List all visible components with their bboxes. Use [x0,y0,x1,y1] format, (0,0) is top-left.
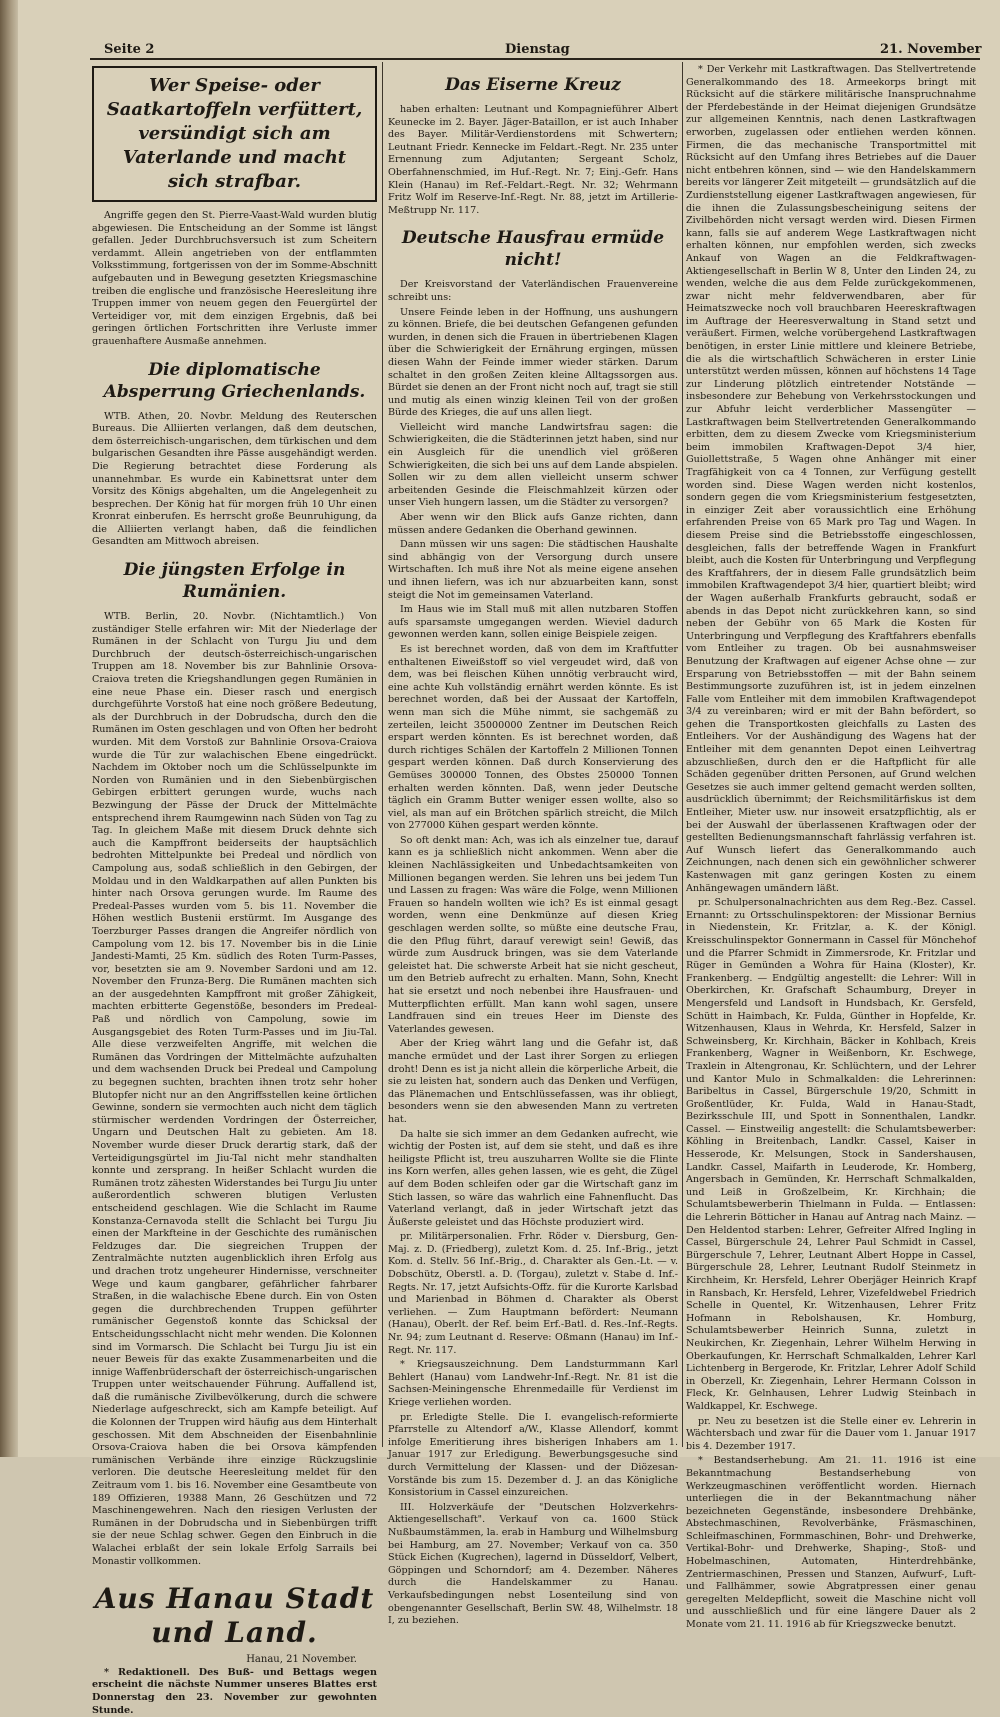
hausfrau-paragraph: Unsere Feinde leben in der Hoffnung, uns aushungern zu können. Briefe, die bei deutschen Gefangenen gefunden wurden, in denen sich die Frauen in übertriebenen Klagen über die Schwierigkeit der Ernährung ergingen, müssen diesen Wahn der Feinde immer wieder stärken. Darum schaltet in den großen Zeiten kleine Alltagssorgen aus. Bürdet sie denen an der Front nicht noch auf, tragt sie still und mutig als einen winzig kleinen Teil von der großen Bürde des Krieges, die auf uns allen liegt. [388,306,678,419]
headline-greece: Die diplomatische Absperrung Griechenlands. [103,359,366,402]
romania-article: WTB. Berlin, 20. Novbr. (Nichtamtlich.) Von zuständiger Stelle erfahren wir: Mit der Niederlage der Rumänen in der Schlacht von Turgu Jiu und dem Durchbruch der deutsch-österreichisch-ungarischen Truppen am 18. November bis zur Bahnlinie Orsova-Craiova treten die Kriegshandlungen gegen Rumänien in eine neue Phase ein. Dieser rasch und energisch durchgeführte Vorstoß hat eine noch größere Bedeutung, als der Durchbruch in der Dobrudscha, durch den die Rumänen im Osten geschlagen und von Often her bedroht wurden. Mit dem Vorstoß zur Bahnlinie Orsova-Craiova wurde die Tür zur walachischen Ebene eingedrückt. Nachdem im Oktober noch um die Schlüsselpunkte im Norden von Rumänien und in den Siebenbürgischen Gebirgen erbittert gerungen wurde, wuchs nach Bezwingung der Pässe der Druck der Mittelmächte entsprechend ihrem Raumgewinn nach Süden von Tag zu Tag. In gleichem Maße mit diesem Druck dehnte sich auch die Kampffront beiderseits der hauptsächlich bedrohten Mittelpunkte bei Predeal und nördlich von Campolung aus, sodaß schließlich in den Gebirgen, der Moldau und in den Waldkarpathen auf allen Punkten bis hinter nach Orsova gerungen wurde. Im Raume des Predeal-Passes wurden vom 5. bis 11. November die Höhen westlich Bustenii erstürmt. Im Ausgange des Toerzburger Passes drangen die Angreifer nördlich von Campolung vom 12. bis 17. November bis in die Linie Jandesti-Mamti, 25 Km. südlich des Roten Turm-Passes, vor, besetzten sie am 9. November Sardoni und am 12. November den Frunza-Berg. Die Rumänen machten sich an der ausgedehnten Kampffront mit großer Zähigkeit, machten erbitterte Gegenstöße, besonders im Predeal-Paß und nördlich von Campolung, sowie im Ausgangsgebiet des Roten Turm-Passes und im Jiu-Tal. Alle diese verzweifelten Angriffe, mit welchen die Rumänen das Vordringen der Mittelmächte aufzuhalten und dem wachsenden Druck bei Predeal und Campolung zu begegnen suchten, brachten ihnen trotz sehr hoher Blutopfer nicht nur an den Angriffsstellen keine örtlichen Gewinne, sondern sie vermochten auch nicht dem täglich stürmischer werdenden Vordringen der Österreicher, Ungarn und Deutschen Halt zu gebieten. Am 18. November wurde dieser Druck derartig stark, daß der Verteidigungsgürtel im Jiu-Tal nicht mehr standhalten konnte und zersprang. In heißer Schlacht wurden die Rumänen trotz zähesten Widerstandes bei Turgu Jiu unter außerordentlich schweren blutigen Verlusten entscheidend geschlagen. Wie die Schlacht im Raume Konstanza-Cernavoda stellt die Schlacht bei Turgu Jiu einen der Markfteine in der Geschichte des rumänischen Feldzuges dar. Die siegreichen Truppen der Zentralmächte nutzten augenblicklich ihren Erfolg aus und drachen trotz ungeheurer Hindernisse, verschneiter Wege und kaum gangbarer, gefährlicher fahrbarer Straßen, in die walachische Ebene durch. Ein von Osten gegen die durchbrechenden Truppen geführter rumänischer Gegenstoß konnte das Schicksal der Entscheidungsschlacht nicht mehr wenden. Die Kolonnen sind im Vormarsch. Die Schlacht bei Turgu Jiu ist ein neuer Beweis für das exakte Zusammenarbeiten und die innige Waffenbrüderschaft der österreichisch-ungarischen Truppen unter weitschauender Führung. Auffallend ist, daß die rumänische Zivilbevölkerung, durch die schwere Niederlage aufgeschreckt, sich am Kampfe beteiligt. Auf die Kolonnen der Truppen wird häufig aus dem Hinterhalt geschossen. Mit dem Abschneiden der Eisenbahnlinie Orsova-Craiova haben die bei Orsova kämpfenden rumänischen Verbände ihre einzige Rückzugslinie verloren. Die deutsche Heeresleitung meldet für den Zeitraum vom 1. bis 16. November eine Gesamtbeute von 189 Offizieren, 19388 Mann, 26 Geschützen und 72 Maschinengewehren. Nach den riesigen Verlusten der Rumänen in der Dobrudscha und in Siebenbürgen trifft sie der neue Schlag schwer. Gegen den Einbruch in die Walachei erblaßt der sein lokale Erfolg Sarrails bei Monastir vollkommen. [92,611,377,1567]
hausfrau-paragraph: So oft denkt man: Ach, was ich als einzelner tue, darauf kann es ja schließlich nicht ankommen. Wenn aber die kleinen Nachlässigkeiten und Unbedachtsamkeiten von Millionen begangen werden. Sie lehren uns bei jedem Tun und Lassen zu fragen: Was wäre die Folge, wenn Millionen Frauen so handeln wollten wie ich? Es ist einmal gesagt worden, wenn eine Denkmünze auf diesen Krieg geschlagen werden sollte, so müßte eine deutsche Frau, die den Pflug führt, darauf verewigt sein! Gewiß, das würde zum Ausdruck bringen, was sie dem Vaterlande geleistet hat. Die schwerste Arbeit hat sie nicht gescheut, um den Betrieb aufrecht zu erhalten. Mann, Sohn, Knecht hat sie ersetzt und noch nebenbei ihre Hausfrauen- und Mutterpflichten erfüllt. Man kann wohl sagen, unsere Landfrauen sind ein treues Heer im Dienste des Vaterlandes gewesen. [388,834,678,1035]
editorial-note: * Redaktionell. Des Buß- und Bettags wegen erscheint die nächste Nummer unseres Blattes erst Donnerstag den 23. November zur gewohnten Stunde. [92,1666,377,1716]
page-number: Seite 2 [104,42,155,57]
teacher-vacancy: pr. Neu zu besetzen ist die Stelle einer ev. Lehrerin in Wächtersbach und zwar für die Dauer vom 1. Januar 1917 bis 4. Dezember 1917. [686,1415,976,1452]
headline-iron-cross: Das Eiserne Kreuz [445,75,621,95]
hausfrau-paragraph: Im Haus wie im Stall muß mit allen nutzbaren Stoffen aufs sparsamste umgegangen werden. Wieviel dadurch gewonnen werden kann, sollen einige Beispiele zeigen. [388,604,678,641]
somme-report: Angriffe gegen den St. Pierre-Vaast-Wald wurden blutig abgewiesen. Die Entscheidung an der Somme ist längst gefallen. Jeder Durchbruchsversuch ist zum Scheitern verdammt. Allein angetrieben von der entflammten Volksstimmung, fortgerissen von der im Somme-Abschnitt aufgebauten und in Bewegung gesetzten Kriegsmaschine treiben die englische und französische Heeresleitung ihre Truppen immer von neuem gegen den Feuergürtel der Verteidiger vor, mit dem einzigen Ergebnis, daß bei geringen örtlichen Fortschritten ihre Verluste immer grauenhaftere Ausmaße annehmen. [92,210,377,347]
section-hanau: Aus Hanau Stadt und Land. [94,1582,375,1650]
column-2 [388,64,678,1627]
column-3 [686,64,976,1631]
hausfrau-paragraph: Es ist berechnet worden, daß von dem im Kraftfutter enthaltenen Eiweißstoff so viel vergeudet wird, daß von dem, was bei fleischen Kühen unnötig verbraucht wird, eine achte Kuh vollständig ernährt werden könnte. Es ist berechnet worden, daß bei der Aussaat der Kartoffeln, wenn man sich die Mühe nimmt, sie sachgemäß zu zerteilen, leicht 35000000 Zentner im Deutschen Reich erspart werden könnten. Es ist berechnet worden, daß durch richtiges Schälen der Kartoffeln 2 Millionen Tonnen gespart werden können. Daß durch Konservierung des Gemüses 300000 Tonnen, des Obstes 250000 Tonnen erhalten werden könnten. Daß, wenn jeder Deutsche täglich ein Gramm Butter weniger essen wollte, also so viel, als man auf ein Brötchen spärlich streicht, die Milch von 277000 Kühen gespart werden könnte. [388,643,678,832]
column-divider [382,62,383,1447]
hausfrau-paragraph: Vielleicht wird manche Landwirtsfrau sagen: die Schwierigkeiten, die die Städterinnen jetzt haben, sind nur ein Ausgleich für die unendlich viel größeren Schwierigkeiten, die sich bei uns auf dem Lande abspielen. Sollen wir zu dem allen vielleicht unserm schwer arbeitenden Gesinde die Fleischmahlzeit kürzen oder unser Vieh hungern lassen, um die Städter zu versorgen? [388,421,678,509]
hanau-dateline: Hanau, 21 November. [246,1654,357,1666]
war-decoration: * Kriegsauszeichnung. Dem Landsturmmann Karl Behlert (Hanau) vom Landwehr-Inf.-Regt. Nr. 81 ist die Sachsen-Meiningensche Ehrenmedaille für Verdienst im Kriege verliehen worden. [388,1359,678,1408]
column-divider [682,62,683,1447]
weekday: Dienstag [505,42,570,57]
headline-hausfrau: Deutsche Hausfrau ermüde nicht! [401,228,665,271]
vacant-position: pr. Erledigte Stelle. Die I. evangelisch-reformierte Pfarrstelle zu Altendorf a/W., Klasse Allendorf, kommt infolge Emeritierung ihres bisherigen Inhabers am 1. Januar 1917 zur Erledigung. Bewerbungsgesuche sind durch Vermittelung der Klassen- und der Diözesan-Vorstände bis zum 15. Dezember d. J. an das Königliche Konsistorium in Cassel einzureichen. [388,1411,678,1499]
hausfrau-paragraph: Aber der Krieg währt lang und die Gefahr ist, daß manche ermüdet und der Last ihrer Sorgen zu erliegen droht! Denn es ist ja nicht allein die körperliche Arbeit, die sie zu leisten hat, sondern auch das Denken und Verfügen, das Plänemachen und Entschlüssefassen, was ihr obliegt, besonders wenn sie den abwesenden Mann zu vertreten hat. [388,1038,678,1125]
book-binding [0,0,18,1457]
truck-traffic: * Der Verkehr mit Lastkraftwagen. Das Stellvertretende Generalkommando des 18. Armeekorps bringt mit Rücksicht auf die stärkere militärische Inanspruchnahme der Pferdebestände in der Heimat diejenigen Grundsätze zur allgemeinen Kenntnis, nach denen Lastkraftwagen erworben, zugelassen oder entliehen werden können. Firmen, die das mechanische Transportmittel mit Rücksicht auf den Umfang ihres Betriebes auf die Dauer nicht entbehren können, sind — wie den Handelskammern bereits vor längerer Zeit mitgeteilt — grundsätzlich auf die Zurdienststellung eigener Lastkraftwagen angewiesen, für die ihnen die Zulassungsbescheinigung seitens der Zivilbehörden nicht versagt werden wird. Diesen Firmen kann, falls sie auf anderem Wege Lastkraftwagen nicht erhalten können, nur empfohlen werden, sich zwecks Ankauf von Wagen an die Feldkraftwagen-Aktiengesellschaft in Berlin W 8, Unter den Linden 24, zu wenden, welche die aus dem Felde zurückgekommenen, zwar nicht mehr feldverwendbaren, aber für Heimatszwecke noch voll brauchbaren Heereskraftwagen im Auftrage der Heeresverwaltung in Stand setzt und veräußert. Firmen, welche vorübergehend Lastkraftwagen benötigen, in erster Linie mittlere und kleinere Betriebe, die als die wirtschaftlich Schwächeren in erster Linie unterstützt werden müssen, können auf höchstens 14 Tage zur Linderung plötzlich eintretender Notstände — insbesondere zur Behebung von Verkehrsstockungen und zur Abfuhr leicht verderblicher Massengüter — Lastkraftwagen beim Stellvertretenden Generalkommando erbitten, dem zu diesem Zwecke vom Kriegsministerium beim immobilen Kraftwagen-Depot 3/4 hier, Guiollettstraße, 5 Wagen ohne Anhänger mit einer Tragfähigkeit von ca 4 Tonnen, zur Verfügung gestellt worden sind. Diese Wagen werden nicht kostenlos, sondern gegen die vom Kriegsministerium festgesetzten, in einziger Zeit aber voraussichtlich eine Erhöhung erfahrenden Preise von 65 Mark pro Tag und Wagen. In diesem Preise sind die Betriebsstoffe eingeschlossen, desgleichen, falls der betreffende Wagen in Frankfurt bleibt, auch die Kosten für Unterbringung und Verpflegung des Kraftfahrers, der in diesem Falle grundsätzlich beim immobilen Kraftwagendepot 3/4 hier, quartiert bleibt; wird der Wagen außerhalb Frankfurts gebraucht, sodaß er abends in das Depot nicht zurückkehren kann, so sind neben der Gebühr von 65 Mark die Kosten für Unterbringung und Verpflegung des Kraftfahrers ebenfalls vom Entleiher zu tragen. Ob bei ausnahmsweiser Benutzung der Kraftwagen auf eigener Achse ohne — zur Ersparung von Betriebsstoffen — mit der Bahn seinem Bestimmungsorte zuzuführen ist, ist in jedem einzelnen Falle vom Entleiher mit dem immobilen Kraftwagendepot 3/4 zu vereinbaren; wird er mit der Bahn befördert, so gehen die Transportkosten gleichfalls zu Lasten des Entleihers. Vor der Aushändigung des Wagens hat der Entleiher mit dem genannten Depot einen Leihvertrag abzuschließen, durch den er die Haftpflicht für alle Schäden gegenüber dritten Personen, auf Grund welchen Gesetzes sie auch immer geltend gemacht werden sollten, ausdrücklich übernimmt; der Reichsmilitärfiskus ist dem Entleiher, Mieter usw. nur insoweit ersatzpflichtig, als er bei der Auswahl der überlassenen Kraftwagen oder der gestellten Bedienungsmannschaft fahrlässig verfahren ist. Auf Wunsch liefert das Generalkommando auch Zeichnungen, nach denen sich ein gewöhnlicher schwerer Kastenwagen mit ganz geringen Kosten zu einem Anhängewagen umändern läßt. [686,64,976,894]
headline-romania: Die jüngsten Erfolge in Rumänien. [123,560,346,603]
iron-cross-list: haben erhalten: Leutnant und Kompagnieführer Albert Keunecke im 2. Bayer. Jäger-Bataillon, er ist auch Inhaber des Bayer. Militär-Verdienstordens mit Schwertern; Leutnant Friedr. Kennecke im Feldart.-Regt. Nr. 235 unter Ernennung zum Adjutanten; Sergeant Scholz, Oberfahnenschmied, im Huf.-Regt. Nr. 7; Einj.-Gefr. Hans Klein (Hanau) im Ref.-Feldart.-Regt. Nr. 32; Wehrmann Fritz Wolf im Reserve-Inf.-Regt. Nr. 88, jetzt im Artillerie-Meßtrupp Nr. 117. [388,104,678,216]
hausfrau-paragraph: Dann müssen wir uns sagen: Die städtischen Haushalte sind abhängig von der Versorgung durch unsere Wirtschaften. Ich muß ihre Not als meine eigene ansehen und ihnen liefern, was ich nur abzuarbeiten kann, sonst steigt die Not im gemeinsamen Vaterland. [388,539,678,601]
greece-article: WTB. Athen, 20. Novbr. Meldung des Reuterschen Bureaus. Die Alliierten verlangen, daß dem deutschen, dem österreichisch-ungarischen, dem türkischen und dem bulgarischen Gesandten ihre Pässe ausgehändigt werden. Die Regierung betrachtet diese Forderung als unannehmbar. Es wurde ein Kabinettsrat unter dem Vorsitz des Königs abgehalten, um die Angelegenheit zu besprechen. Der König hat für morgen früh 10 Uhr einen Kronrat einberufen. Es herrscht große Beunruhigung, da die Alliierten verlangt haben, daß die feindlichen Gesandten am Mittwoch abreisen. [92,410,377,548]
date: 21. November [880,42,982,57]
column-1 [92,64,377,1716]
hausfrau-paragraph: Da halte sie sich immer an dem Gedanken aufrecht, wie wichtig der Posten ist, auf dem sie steht, und daß es ihre heiligste Pflicht ist, treu auszuharren Wollte sie die Flinte ins Korn werfen, alles gehen lassen, wie es geht, die Zügel auf dem Boden schleifen oder gar die Wirtschaft ganz im Stich lassen, so wäre das wahrlich eine Fahnenflucht. Das Vaterland verlangt, daß in jeder Wirtschaft jetzt das Äußerste geleistet und das Höchste produziert wird. [388,1128,678,1228]
timber-sales: III. Holzverkäufe der "Deutschen Holzverkehrs-Aktiengesellschaft". Verkauf von ca. 1600 Stück Nußbaumstämmen, la. erab in Hamburg und Wilhelmsburg bei Hamburg, am 27. November; Verkauf von ca. 350 Stück Eichen (Kugrechen), lagernd in Düsseldorf, Velbert, Göppingen und Schorndorf; am 4. Dezember. Näheres durch die Handelskammer zu Hanau. Verkaufsbedingungen nebst Losenteilung sind von obengenannter Gesellschaft, Berlin SW. 48, Wilhelmstr. 18 I, zu beziehen. [388,1501,678,1627]
hausfrau-paragraph: Aber wenn wir den Blick aufs Ganze richten, dann müssen andere Gedanken die Oberhand gewinnen. [388,512,678,536]
inventory-survey: * Bestandserhebung. Am 21. 11. 1916 ist eine Bekanntmachung Bestandserhebung von Werkzeugmaschinen veröffentlicht worden. Hiernach unterliegen die in der Bekanntmachung näher bezeichneten Gegenstände, insbesondere Drehbänke, Abstechmaschinen, Revolverbänke, Fräsmaschinen, Schleifmaschinen, Formmaschinen, Bohr- und Drehwerke, Vertikal-Bohr- und Drehwerke, Shaping-, Stoß- und Hobelmaschinen, Automaten, Hinterdrehbänke, Zentriermaschinen, Pressen und Stanzen, Aufwurf-, Luft- und Fallhämmer, sowie Abgratpressen einer genau geregelten Meldepflicht, soweit die Maschine nicht voll und ausschließlich und für eine längere Dauer als 2 Monate vom 21. 11. 1916 ab für Kriegszwecke benutzt. [686,1455,976,1631]
military-personnel: pr. Militärpersonalien. Frhr. Röder v. Diersburg, Gen-Maj. z. D. (Friedberg), zuletzt Kom. d. 25. Inf.-Brig., jetzt Kom. d. Stellv. 56 Inf.-Brig., d. Charakter als Gen.-Lt. — v. Dobschütz, Oberstl. a. D. (Torgau), zuletzt v. Stabe d. Inf.-Regts. Nr. 17, jetzt Aufsichts-Offz. für die Kurorte Karlsbad und Marienbad in Böhmen d. Charakter als Oberst verliehen. — Zum Hauptmann befördert: Neumann (Hanau), Oberlt. der Ref. beim Erf.-Batl. d. Res.-Inf.-Regts. Nr. 94; zum Leutnant d. Reserve: Oßmann (Hanau) im Inf.-Regt. Nr. 117. [388,1231,678,1356]
header-rule [90,58,980,60]
potato-notice: Wer Speise- oder Saatkartoffeln verfüttert, versündigt sich am Vaterlande und macht sich strafbar. [92,66,377,202]
school-personnel: pr. Schulpersonalnachrichten aus dem Reg.-Bez. Cassel. Ernannt: zu Ortsschulinspektoren: der Missionar Bernius in Niedenstein, Kr. Fritzlar, a. K. der Königl. Kreisschulinspektor Gonnermann in Cassel für Mönchehof und die Pfarrer Schmidt in Zimmersrode, Kr. Fritzlar und Rüger in Gemünden a Wohra für Haina (Kloster), Kr. Frankenberg. — Endgültig angestellt: die Lehrer: Will in Oberkirchen, Kr. Grafschaft Schaumburg, Dreyer in Mengersfeld und Landsoft in Hundsbach, Kr. Gersfeld, Schütt in Haimbach, Kr. Fulda, Günther in Hopfelde, Kr. Witzenhausen, Klaus in Wehrda, Kr. Hersfeld, Salzer in Schweinsberg, Kr. Kirchhain, Bäcker in Kohlbach, Kreis Frankenberg, Wagner in Weißenborn, Kr. Eschwege, Traxlein in Altengronau, Kr. Schlüchtern, und der Lehrer und Kantor Mulo in Schmalkalden: die Lehrerinnen: Baribeltus in Cassel, Bürgerschule 19/20, Schmitt in Großentlüder, Kr. Fulda, Wald in Hanau-Stadt, Bezirksschule III, und Spott in Sonnenthalen, Landkr. Cassel. — Einstweilig angestellt: die Schulamtsbewerber: Köhling in Breitenbach, Landkr. Cassel, Kaiser in Hesserode, Kr. Melsungen, Stock in Sandershausen, Landkr. Cassel, Maifarth in Leuderode, Kr. Homberg, Angersbach in Gemünden, Kr. Herrschaft Schmalkalden, und Leiß in Großzelbeim, Kr. Kirchhain; die Schulamtsbewerberin Thielmann in Fulda. — Entlassen: die Lehrerin Bötticher in Hanau auf Antrag nach Mainz. — Den Heldentod starben: Lehrer, Gefreiter Alfred Ingling in Cassel, Bürgerschule 24, Lehrer Paul Schmidt in Cassel, Bürgerschule 7, Lehrer, Leutnant Albert Hoppe in Cassel, Bürgerschule 28, Lehrer, Leutnant Rudolf Steinmetz in Kirchheim, Kr. Hersfeld, Lehrer Oberjäger Heinrich Krapf in Ransbach, Kr. Hersfeld, Lehrer, Vizefeldwebel Friedrich Schelle in Quentel, Kr. Witzenhausen, Lehrer Fritz Hofmann in Rebolshausen, Kr. Homburg, Schulamtsbewerber Heinrich Sunna, zuletzt in Neukirchen, Kr. Ziegenhain, Lehrer Wilhelm Herwing in Oberkaufungen, Kr. Herrschaft Schmalkalden, Lehrer Karl Lichtenberg in Bergerode, Kr. Fritzlar, Lehrer Adolf Schild in Oberzell, Kr. Ziegenhain, Lehrer Hermann Colsson in Fleck, Kr. Gelnhausen, Lehrer Ludwig Steinbach in Waldkappel, Kr. Eschwege. [686,897,976,1412]
hausfrau-intro: Der Kreisvorstand der Vaterländischen Frauenvereine schreibt uns: [388,279,678,303]
